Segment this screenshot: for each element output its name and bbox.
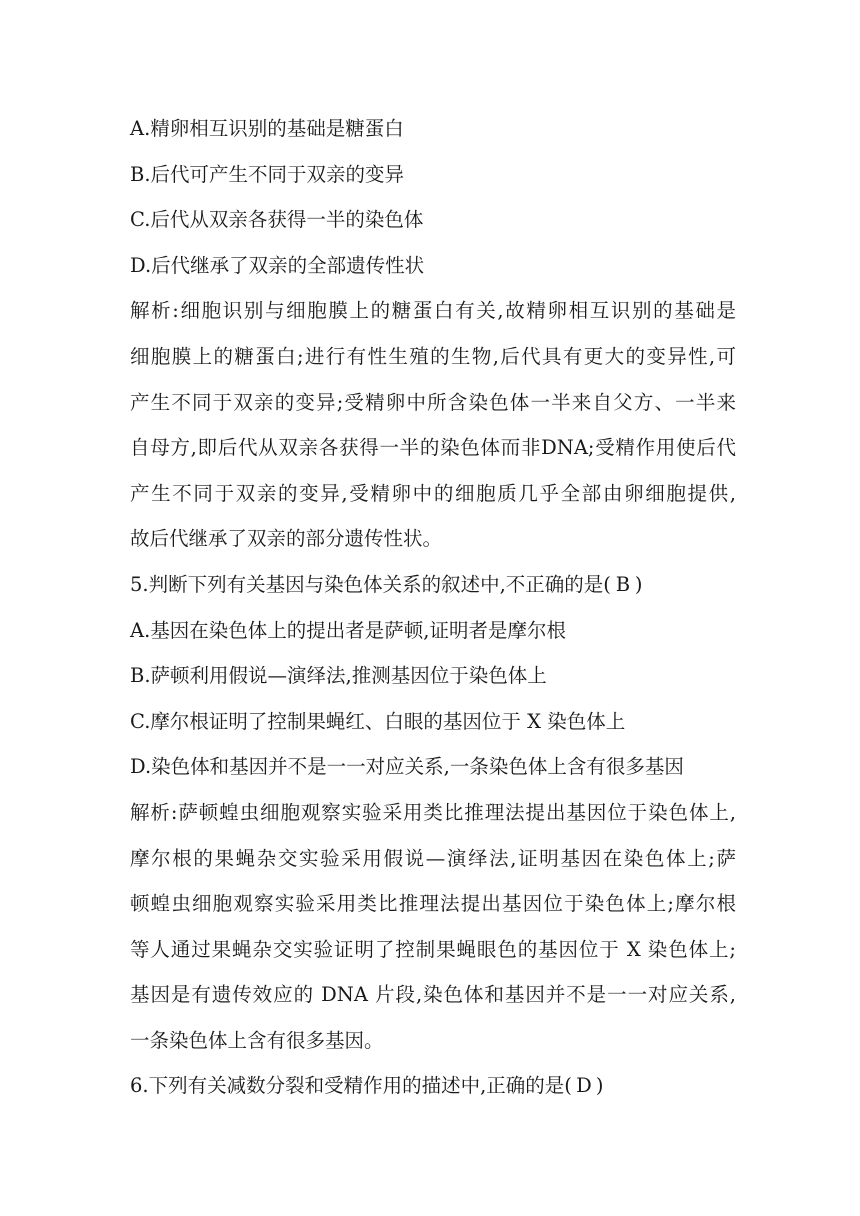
q4-explanation-line: 故后代继承了双亲的部分遗传性状。 xyxy=(130,527,443,551)
q4-explanation-line: 细胞膜上的糖蛋白;进行有性生殖的生物,后代具有更大的变异性,可 xyxy=(130,344,736,368)
q5-stem xyxy=(130,562,736,608)
q5-option-a: A.基因在染色体上的提出者是萨顿,证明者是摩尔根 xyxy=(130,618,566,642)
q6-stem xyxy=(130,1063,736,1109)
q5-explanation-line: 等人通过果蝇杂交实验证明了控制果蝇眼色的基因位于 X 染色体上; xyxy=(130,937,736,961)
q4-option-a: A.精卵相互识别的基础是糖蛋白 xyxy=(130,117,404,140)
q5-option-d: D.染色体和基因并不是一一对应关系,一条染色体上含有很多基因 xyxy=(130,755,684,779)
q4-option-b: B.后代可产生不同于双亲的变异 xyxy=(130,162,405,186)
q6-answer: D xyxy=(576,1074,592,1098)
q5-explanation-line: 解析:萨顿蝗虫细胞观察实验采用类比推理法提出基因位于染色体上, xyxy=(130,800,736,824)
q4-explanation-line: 解析:细胞识别与细胞膜上的糖蛋白有关,故精卵相互识别的基础是 xyxy=(130,299,736,323)
q4-explanation-line: 自母方,即后代从双亲各获得一半的染色体而非DNA;受精作用使后代 xyxy=(130,436,736,460)
document-body xyxy=(130,106,736,1109)
q6-stem-text: 6.下列有关减数分裂和受精作用的描述中,正确的是( xyxy=(130,1074,572,1098)
q5-option-b: B.萨顿利用假说—演绎法,推测基因位于染色体上 xyxy=(130,664,547,688)
q5-explanation-line: 基因是有遗传效应的 DNA 片段,染色体和基因并不是一一对应关系, xyxy=(130,983,736,1007)
q5-explanation-line: 一条染色体上含有很多基因。 xyxy=(130,1028,384,1052)
q5-answer: B xyxy=(615,572,631,596)
q5-explanation-line: 顿蝗虫细胞观察实验采用类比推理法提出基因位于染色体上;摩尔根 xyxy=(130,892,736,916)
q5-option-c: C.摩尔根证明了控制果蝇红、白眼的基因位于 X 染色体上 xyxy=(130,709,626,733)
q4-explanation-line: 产生不同于双亲的变异,受精卵中的细胞质几乎全部由卵细胞提供, xyxy=(130,481,736,505)
q4-explanation-line: 产生不同于双亲的变异;受精卵中所含染色体一半来自父方、一半来 xyxy=(130,390,736,414)
q6-stem-close: ) xyxy=(595,1074,604,1098)
q4-option-c: C.后代从双亲各获得一半的染色体 xyxy=(130,208,424,232)
q5-stem-close: ) xyxy=(634,572,643,596)
q5-explanation-line: 摩尔根的果蝇杂交实验采用假说—演绎法,证明基因在染色体上;萨 xyxy=(130,846,736,870)
q5-stem-text: 5.判断下列有关基因与染色体关系的叙述中,不正确的是( xyxy=(130,572,611,596)
q4-option-d: D.后代继承了双亲的全部遗传性状 xyxy=(130,253,425,277)
